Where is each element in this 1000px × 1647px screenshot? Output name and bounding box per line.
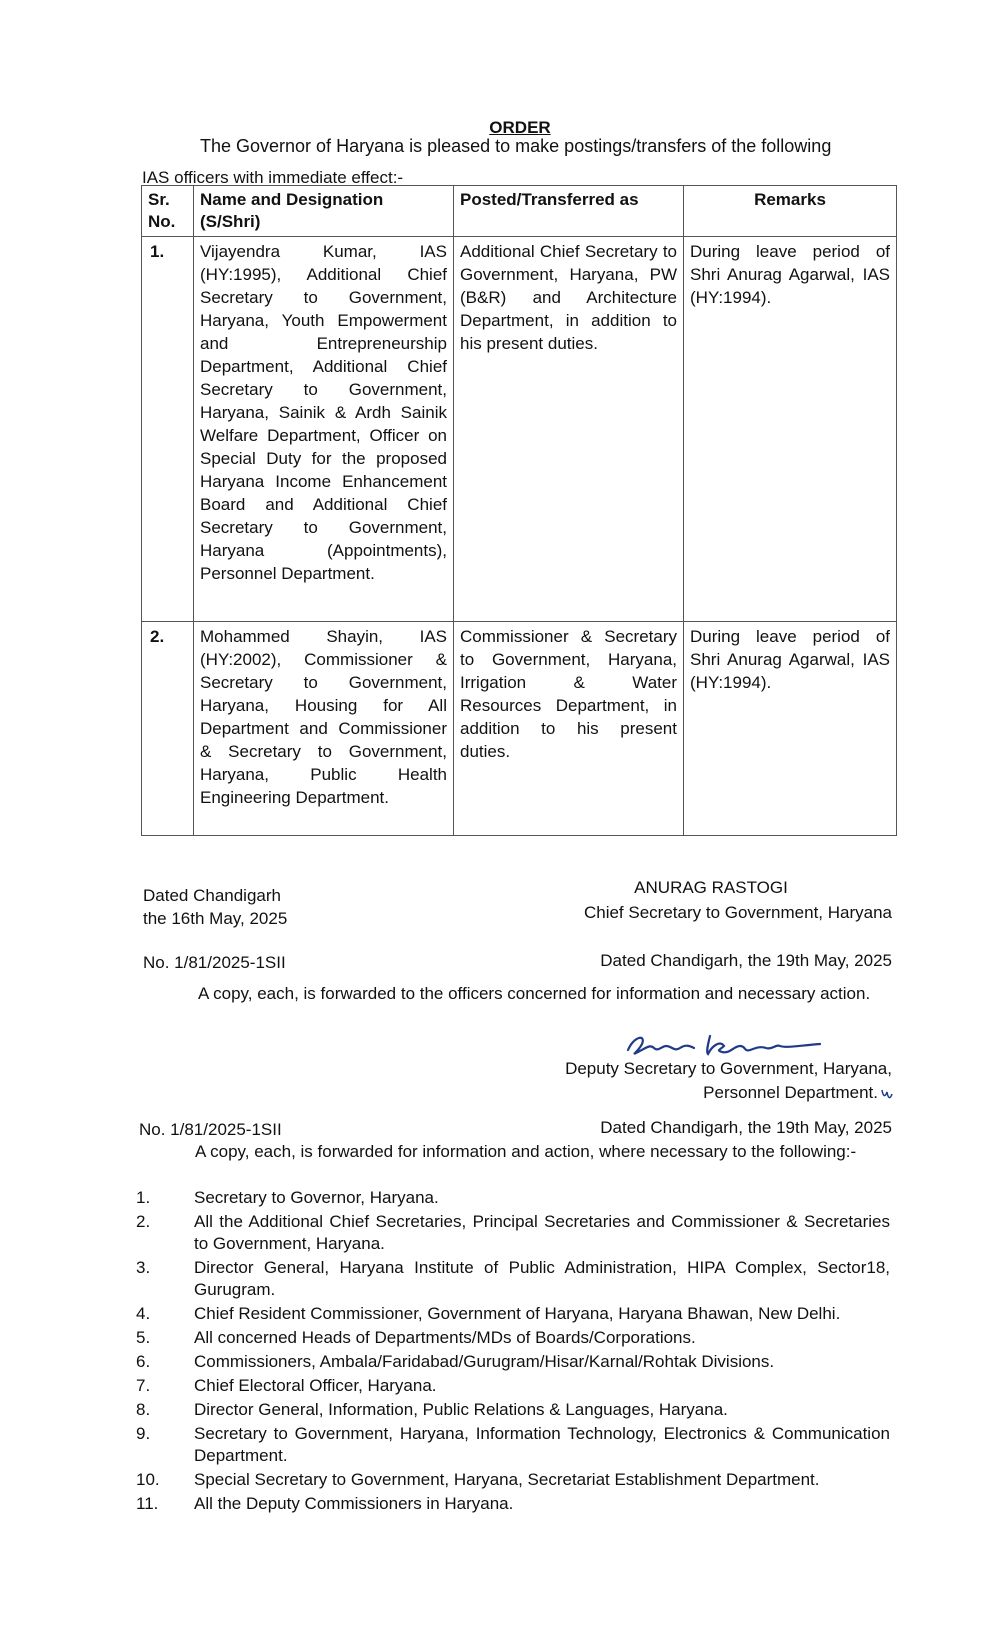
list-item: 11. All the Deputy Commissioners in Haryana. [136,1494,514,1513]
endorsement1-signer-line1: Deputy Secretary to Government, Haryana, [565,1059,892,1078]
list-item: 6. Commissioners, Ambala/Faridabad/Gurugram/Hisar/Karnal/Rohtak Divisions. [136,1352,775,1371]
signatory-title: Chief Secretary to Government, Haryana [583,903,892,922]
list-item: 8. Director General, Information, Public Relations & Languages, Haryana. [136,1400,728,1419]
order-intro-line2: IAS officers with immediate effect:- [142,168,404,187]
endorsement1-number: No. 1/81/2025-1SII [143,953,286,972]
list-item: 9. Secretary to Government, Haryana, Information Technology, Electronics & Communication Department. [136,1424,890,1465]
order-dated-place: Dated Chandigarh [143,886,281,905]
endorsement1-signer-line2: Personnel Department. [703,1083,878,1102]
row-remarks: During leave period of Shri Anurag Agarwal, IAS (HY:1994). [684,237,897,622]
initials-mark [880,1086,894,1102]
header-name-designation: Name and Designation (S/Shri) [194,186,454,237]
row-name-designation: Mohammed Shayin, IAS (HY:2002), Commissioner & Secretary to Government, Haryana, Housing for All Department and Commissioner & Secretary to Government, Haryana, Public Health Engineering Department. [194,622,454,836]
endorsement2-dated: Dated Chandigarh, the 19th May, 2025 [600,1118,892,1137]
row-remarks: During leave period of Shri Anurag Agarwal, IAS (HY:1994). [684,622,897,836]
header-posted-as: Posted/Transferred as [454,186,684,237]
order-intro-line1: The Governor of Haryana is pleased to make postings/transfers of the following [200,136,832,156]
order-title: ORDER [489,118,551,137]
list-item: 1. Secretary to Governor, Haryana. [136,1188,439,1207]
signatory-name: ANURAG RASTOGI [634,878,788,897]
distribution-list [136,1187,890,1517]
list-item: 5. All concerned Heads of Departments/MDs of Boards/Corporations. [136,1328,696,1347]
row-sr-no: 1. [142,237,194,622]
list-item: 4. Chief Resident Commissioner, Government of Haryana, Haryana Bhawan, New Delhi. [136,1304,841,1323]
header-sr-no: Sr. No. [142,186,194,237]
order-dated-date: the 16th May, 2025 [143,909,288,928]
row-name-designation: Vijayendra Kumar, IAS (HY:1995), Additional Chief Secretary to Government, Haryana, Youth Empowerment and Entrepreneurship Department, Additional Chief Secretary to Government, Haryana, Sainik & Ardh Sainik Welfare Department, Officer on Special Duty for the proposed Haryana Income Enhancement Board and Additional Chief Secretary to Government, Haryana (Appointments), Personnel Department. [194,237,454,622]
table-row [142,622,897,836]
endorsement1-dated: Dated Chandigarh, the 19th May, 2025 [600,951,892,970]
endorsement2-text: A copy, each, is forwarded for information and action, where necessary to the following:- [195,1142,857,1161]
list-item: 7. Chief Electoral Officer, Haryana. [136,1376,437,1395]
list-item: 3. Director General, Haryana Institute of Public Administration, HIPA Complex, Sector18, Gurugram. [136,1258,890,1299]
table-header-row [142,186,897,237]
row-sr-no: 2. [142,622,194,836]
postings-table [141,185,897,836]
row-posted-as: Commissioner & Secretary to Government, Haryana, Irrigation & Water Resources Department, in addition to his present duties. [454,622,684,836]
endorsement2-number: No. 1/81/2025-1SII [139,1120,282,1139]
row-posted-as: Additional Chief Secretary to Government, Haryana, PW (B&R) and Architecture Department, in addition to his present duties. [454,237,684,622]
list-item: 2. All the Additional Chief Secretaries, Principal Secretaries and Commissioner & Secretaries to Government, Haryana. [136,1212,890,1253]
handwritten-signature [620,1022,830,1062]
endorsement1-text: A copy, each, is forwarded to the officers concerned for information and necessary action. [198,984,871,1003]
list-item: 10. Special Secretary to Government, Haryana, Secretariat Establishment Department. [136,1470,820,1489]
header-remarks: Remarks [684,186,897,237]
table-row [142,237,897,622]
